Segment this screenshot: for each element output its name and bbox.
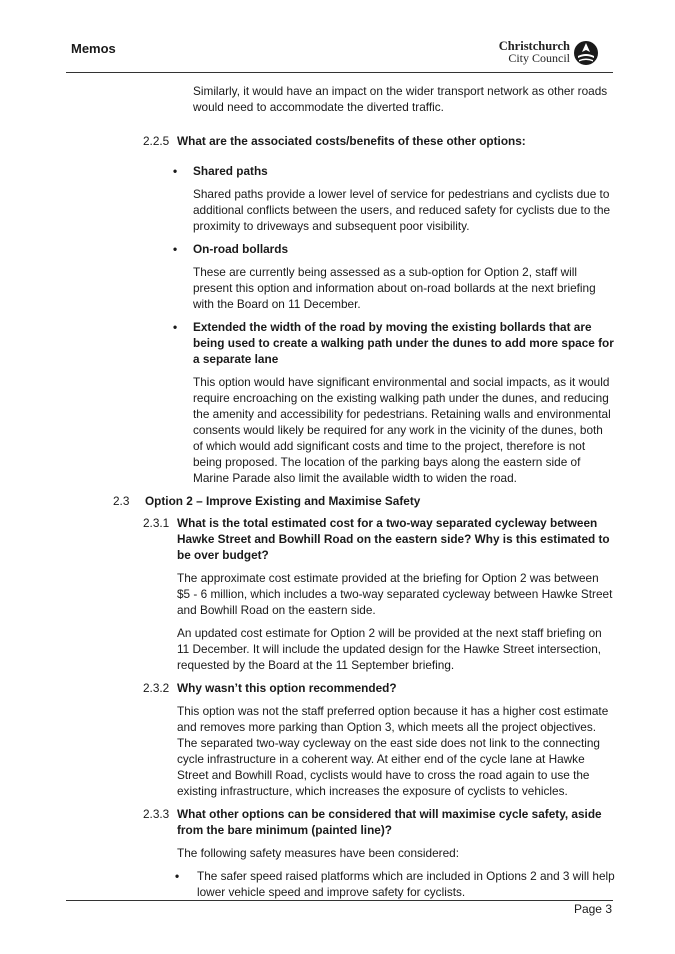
section-number: 2.3	[113, 494, 130, 508]
bullet-title: Shared paths	[193, 164, 268, 178]
section-2-3-2-heading	[143, 680, 615, 696]
logo-line-1: Christchurch	[498, 39, 570, 53]
section-2-3-2-paragraph: This option was not the staff preferred option because it has a higher cost estimate and removes more parking than Option 3, which meets all the project objectives. The separated two-way cycleway on the east side does not link to the connecting cycle infrastructure in a coherent way. At either end of the cycle lane at Hawke Street and Bowhill Road, cyclists would have to cross the road again to use the existing infrastructure, which increases the exposure of cyclists to vehicles.	[177, 704, 609, 798]
memo-header-title: Memos	[71, 41, 116, 56]
council-logo	[499, 40, 599, 66]
extended-road-width-text: This option would have significant environmental and social impacts, as it would require encroaching on the existing walking path under the dunes, and reducing the amenity and accessibility for pedestrians. Retaining walls and environmental consents would likely be required for any work in the vicinity of the dunes, both of which would add significant costs and time to the project, therefore is not being proposed. The location of the parking bays along the eastern side of Marine Parade also limit the available width to widen the road.	[193, 375, 611, 485]
section-2-3-3-paragraph: The following safety measures have been considered:	[177, 846, 459, 860]
bullet-shared-paths	[173, 163, 615, 179]
section-number: 2.3.2	[143, 681, 170, 695]
council-emblem-icon	[573, 40, 599, 66]
section-heading-text: Option 2 – Improve Existing and Maximise Safety	[145, 494, 421, 508]
page-number: Page 3	[573, 902, 612, 916]
section-2-3-3-heading	[143, 806, 615, 838]
bullet-text: The safer speed raised platforms which are included in Options 2 and 3 will help lower vehicle speed and improve safety for cyclists.	[197, 869, 615, 899]
bullet-on-road-bollards	[173, 241, 615, 257]
section-2-3-1-paragraph-2: An updated cost estimate for Option 2 will be provided at the next staff briefing on 11 December. It will include the updated design for the Hawke Street intersection, requested by the Board at the 11 September briefing.	[177, 626, 602, 672]
section-2-3-heading	[113, 493, 675, 509]
bullet-safer-speed-platforms	[175, 868, 615, 900]
intro-paragraph: Similarly, it would have an impact on the wider transport network as other roads would need to accommodate the diverted traffic.	[193, 84, 608, 114]
on-road-bollards-text: These are currently being assessed as a sub-option for Option 2, staff will present this option and information about on-road bollards at the next briefing with the Board on 11 December.	[193, 265, 596, 311]
footer-divider	[66, 900, 613, 901]
logo-line-2: City Council	[508, 51, 570, 65]
section-number: 2.3.3	[143, 807, 170, 821]
shared-paths-text: Shared paths provide a lower level of service for pedestrians and cyclists due to additional conflicts between the users, and reduced safety for cyclists due to the proximity to driveways and subsequent poor visibility.	[193, 187, 611, 233]
section-number: 2.3.1	[143, 516, 170, 530]
bullet-icon: •	[175, 869, 180, 883]
header-divider	[66, 72, 613, 73]
bullet-icon: •	[173, 164, 178, 178]
bullet-title: Extended the width of the road by moving the existing bollards that are being used to create a walking path under the dunes to add more space for a separate lane	[193, 320, 614, 366]
section-heading-text: What other options can be considered that will maximise cycle safety, aside from the bare minimum (painted line)?	[177, 807, 602, 837]
section-heading-text: What is the total estimated cost for a two-way separated cycleway between Hawke Street and Bowhill Road on the eastern side? Why is this estimated to be over budget?	[177, 516, 610, 562]
section-heading-text: Why wasn’t this option recommended?	[177, 681, 397, 695]
section-heading-text: What are the associated costs/benefits of these other options:	[177, 134, 526, 148]
bullet-title: On-road bollards	[193, 242, 289, 256]
section-number: 2.2.5	[143, 134, 170, 148]
memo-body	[0, 78, 675, 900]
section-2-3-1-paragraph-1: The approximate cost estimate provided at the briefing for Option 2 was between $5 - 6 million, which includes a two-way separated cycleway between Hawke Street and Bowhill Road on the eastern side.	[177, 571, 613, 617]
bullet-extended-road-width	[173, 319, 615, 367]
section-2-2-5-heading	[143, 133, 675, 149]
bullet-icon: •	[173, 242, 178, 256]
section-2-3-1-heading	[143, 515, 615, 563]
bullet-icon: •	[173, 320, 178, 334]
